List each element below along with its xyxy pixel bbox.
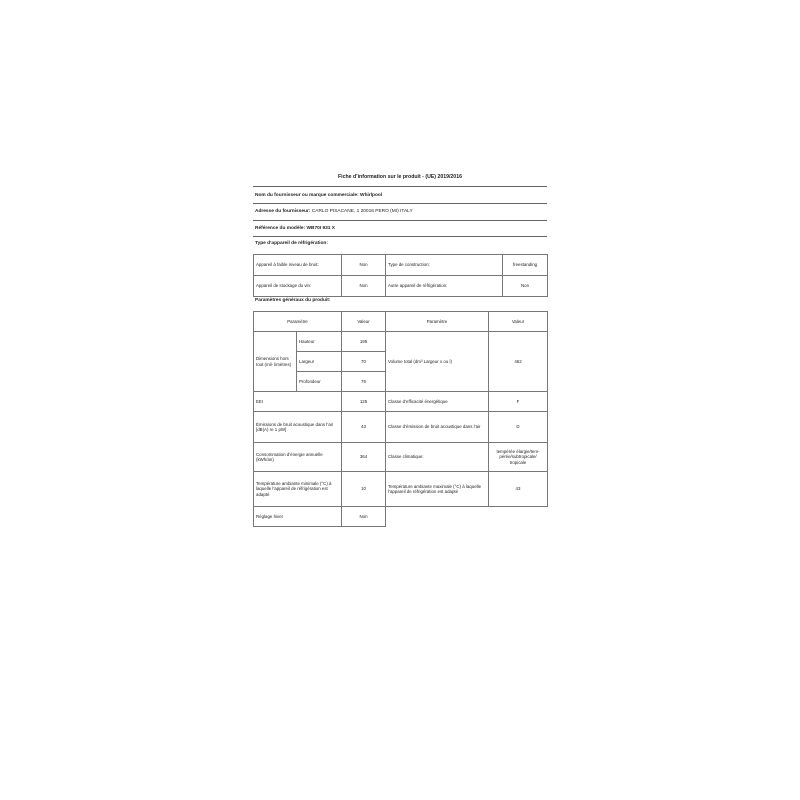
type-label: Appareil à faible niveau de bruit: [254,255,342,276]
supplier-label: Nom du fournisseur ou marque commerciale: [255,193,359,198]
dimension-label: Largeur [297,352,342,372]
type-label: Autre appareil de réfrigération: [386,276,503,297]
divider [253,186,547,187]
param-value: tempérée élargie/tem- pérée/subtropicale/ tropicale [489,443,548,472]
param-label: Température ambiante minimale (°C) à laquelle l’appareil de réfrigération est adapté [254,472,342,507]
dimension-label: Hauteur [297,332,342,352]
table-row [254,276,548,297]
param-value: 364 [342,443,386,472]
winter-setting-label: Réglage hiver [254,507,342,527]
param-value: 43 [342,412,386,443]
type-value: Non [503,276,548,297]
table-row [254,443,548,472]
dimensions-label: Dimensions hors tout (mil- limètres) [254,332,297,392]
table-row [254,507,548,527]
param-value: D [489,412,548,443]
table-row [254,392,548,412]
address-label: Adresse du fournisseur: [255,209,311,214]
header-value: Valeur [342,312,386,332]
header-value: Valeur [489,312,548,332]
type-value: Non [342,276,386,297]
table-row [254,412,548,443]
divider [253,236,547,237]
param-label: Classe climatique: [386,443,489,472]
param-label: Consommation d’énergie annuelle (kWh/an) [254,443,342,472]
param-label: Température ambiante maximale (°C) à laquelle l’appareil de réfrigération est adapté [386,472,489,507]
param-label: Émissions de bruit acoustique dans l’air [dB(A) re 1 pW] [254,412,342,443]
param-label: Classe d’émission de bruit acoustique dans l’air [386,412,489,443]
model-value: WB70I 931 X [306,226,335,231]
divider [253,203,547,204]
address-line [255,209,413,214]
param-value: F [489,392,548,412]
table-row [254,332,548,352]
supplier-value: Whirlpool [360,193,383,198]
type-value: Non [342,255,386,276]
appliance-type-table [253,254,548,297]
supplier-line [255,193,382,198]
general-parameters-table [253,311,548,527]
table-row [254,255,548,276]
type-value: freestanding [503,255,548,276]
divider [253,220,547,221]
winter-setting-value: Non [342,507,386,527]
type-label: Type de construction: [386,255,503,276]
param-label: Classe d’efficacité énergétique [386,392,489,412]
dimension-value: 195 [342,332,386,352]
type-label: Appareil de stockage du vin: [254,276,342,297]
document-title: Fiche d’information sur le produit - (UE) 2019/2016 [338,174,462,180]
params-section-title: Paramètres généraux du produit: [255,298,331,303]
volume-label: Volume total (dm³ Largeur x ou l) [386,332,489,392]
volume-value: 462 [489,332,548,392]
header-parameter: Paramètre [254,312,342,332]
type-section-title: Type d’appareil de réfrigération: [255,241,328,246]
dimension-label: Profondeur [297,372,342,392]
param-value: 125 [342,392,386,412]
empty-cell [386,507,548,527]
param-label: EEI [254,392,342,412]
model-label: Référence du modèle: [255,226,306,231]
dimension-value: 76 [342,372,386,392]
dimension-value: 70 [342,352,386,372]
header-parameter: Paramètre [386,312,489,332]
param-value: 43 [489,472,548,507]
table-row [254,472,548,507]
table-header-row [254,312,548,332]
address-value: CARLO PISACANE, 1 20016 PERO (MI) ITALY [311,209,413,214]
model-line [255,226,335,231]
param-value: 10 [342,472,386,507]
